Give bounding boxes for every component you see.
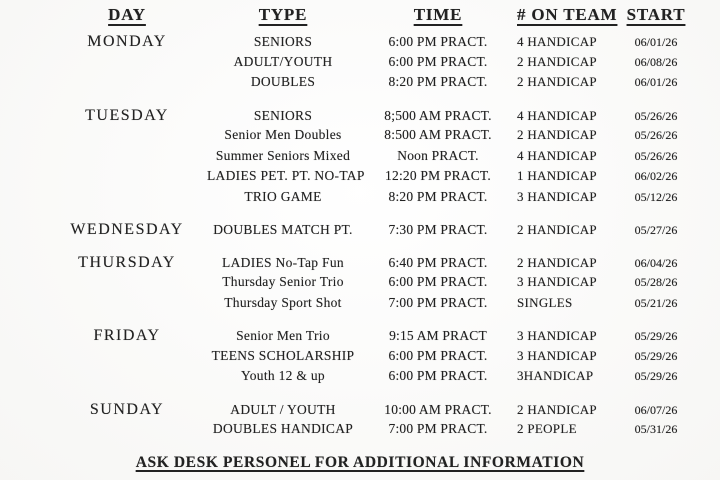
cell-start: 05/21/26: [634, 295, 678, 310]
cell-start: 05/12/26: [634, 189, 678, 204]
day-label: SUNDAY: [89, 400, 165, 418]
cell-type: TRIO GAME: [244, 188, 322, 204]
cell-start: 05/26/26: [634, 108, 678, 123]
day-label: TUESDAY: [85, 106, 169, 124]
cell-start: 06/01/26: [634, 75, 678, 89]
cell-time: 6:40 PM PRACT.: [388, 254, 488, 270]
table-row: [0, 168, 720, 189]
cell-type: Youth 12 & up: [241, 368, 325, 383]
cell-start: 05/29/26: [634, 329, 678, 343]
cell-type: Senior Men Doubles: [224, 127, 342, 142]
day-label: WEDNESDAY: [70, 221, 184, 238]
day-label: FRIDAY: [93, 327, 161, 344]
cell-team: 2 HANDICAP: [517, 74, 597, 89]
cell-team: 2 HANDICAP: [517, 254, 597, 270]
column-header-start: START: [626, 5, 686, 24]
section-sunday: [0, 401, 720, 442]
table-row: [0, 107, 720, 128]
cell-start: 05/29/26: [634, 369, 678, 383]
table-row: [0, 421, 720, 442]
day-label: THURSDAY: [78, 253, 176, 271]
cell-start: 06/01/26: [634, 35, 678, 49]
cell-team: 2 HANDICAP: [517, 53, 597, 69]
cell-start: 05/26/26: [634, 148, 678, 163]
cell-time: 6:00 PM PRACT.: [388, 347, 488, 363]
table-row: [0, 127, 720, 148]
cell-time: 6:00 PM PRACT.: [388, 53, 488, 69]
cell-type: DOUBLES HANDICAP: [212, 421, 354, 436]
table-row: [0, 54, 720, 75]
table-row: [0, 327, 720, 348]
cell-type: SENIORS: [253, 107, 313, 123]
cell-team: 4 HANDICAP: [517, 147, 597, 163]
cell-start: 05/28/26: [634, 275, 678, 289]
cell-team: 1 HANDICAP: [517, 168, 597, 183]
cell-team: 2 HANDICAP: [517, 401, 597, 417]
cell-type: Thursday Sport Shot: [224, 294, 342, 310]
cell-team: 3 HANDICAP: [517, 347, 597, 363]
table-row: [0, 295, 720, 316]
cell-time: 8:500 AM PRACT.: [384, 127, 492, 142]
cell-type: ADULT / YOUTH: [230, 401, 336, 417]
table-row: [0, 148, 720, 169]
cell-team: 2 HANDICAP: [517, 222, 597, 237]
cell-start: 05/27/26: [634, 223, 678, 237]
cell-time: 8:20 PM PRACT.: [388, 74, 488, 89]
cell-time: 6:00 PM PRACT.: [388, 274, 488, 289]
cell-time: 6:00 PM PRACT.: [388, 34, 488, 49]
cell-start: 06/08/26: [634, 54, 678, 69]
cell-start: 05/29/26: [634, 348, 678, 363]
cell-team: 4 HANDICAP: [517, 107, 597, 123]
cell-time: 7:00 PM PRACT.: [388, 421, 488, 436]
cell-start: 05/26/26: [634, 128, 678, 142]
cell-type: SENIORS: [253, 34, 313, 49]
cell-time: 7:00 PM PRACT.: [388, 294, 488, 310]
table-row: [0, 274, 720, 295]
column-header-on-team: # ON TEAM: [517, 5, 618, 24]
cell-team: 2 PEOPLE: [517, 421, 577, 436]
cell-type: Senior Men Trio: [236, 328, 330, 343]
section-monday: [0, 33, 720, 95]
table-row: [0, 348, 720, 369]
cell-start: 05/31/26: [634, 422, 678, 436]
cell-type: Thursday Senior Trio: [222, 274, 344, 289]
section-wednesday: [0, 221, 720, 242]
cell-time: 10:00 AM PRACT.: [384, 401, 492, 417]
cell-team: 2 HANDICAP: [517, 127, 597, 142]
cell-type: LADIES No-Tap Fun: [222, 254, 344, 270]
section-friday: [0, 327, 720, 389]
column-header-time: TIME: [413, 5, 463, 24]
cell-team: 3 HANDICAP: [517, 274, 597, 289]
cell-type: DOUBLES: [250, 74, 316, 89]
table-header-row: [0, 5, 720, 27]
section-tuesday: [0, 107, 720, 210]
column-header-day: DAY: [108, 5, 146, 24]
table-row: [0, 254, 720, 275]
table-row: [0, 74, 720, 95]
table-row: [0, 401, 720, 422]
cell-team: 3 HANDICAP: [517, 328, 597, 343]
column-header-type: TYPE: [258, 5, 308, 24]
cell-type: DOUBLES MATCH PT.: [213, 222, 353, 237]
table-row: [0, 189, 720, 210]
cell-time: 12:20 PM PRACT.: [385, 168, 491, 183]
table-row: [0, 33, 720, 54]
cell-time: Noon PRACT.: [397, 147, 479, 163]
cell-start: 06/04/26: [634, 255, 678, 270]
cell-start: 06/07/26: [634, 402, 678, 417]
cell-time: 9:15 AM PRACT: [389, 328, 487, 343]
cell-time: 7:30 PM PRACT.: [388, 222, 488, 237]
table-row: [0, 368, 720, 389]
cell-type: LADIES PET. PT. NO-TAP: [207, 168, 365, 183]
cell-type: ADULT/YOUTH: [233, 53, 333, 69]
cell-team: 3 HANDICAP: [517, 188, 597, 204]
day-label: MONDAY: [87, 33, 167, 50]
footer-note: ASK DESK PERSONEL FOR ADDITIONAL INFORMATION: [135, 453, 585, 471]
cell-time: 6:00 PM PRACT.: [388, 368, 488, 383]
cell-start: 06/02/26: [634, 169, 678, 183]
cell-team: 4 HANDICAP: [517, 34, 597, 49]
cell-type: TEENS SCHOLARSHIP: [211, 347, 355, 363]
cell-team: SINGLES: [517, 294, 573, 310]
cell-time: 8;500 AM PRACT.: [384, 107, 492, 123]
table-row: [0, 221, 720, 242]
cell-time: 8:20 PM PRACT.: [388, 188, 488, 204]
cell-type: Summer Seniors Mixed: [215, 147, 351, 163]
cell-team: 3HANDICAP: [517, 368, 594, 383]
section-thursday: [0, 254, 720, 316]
